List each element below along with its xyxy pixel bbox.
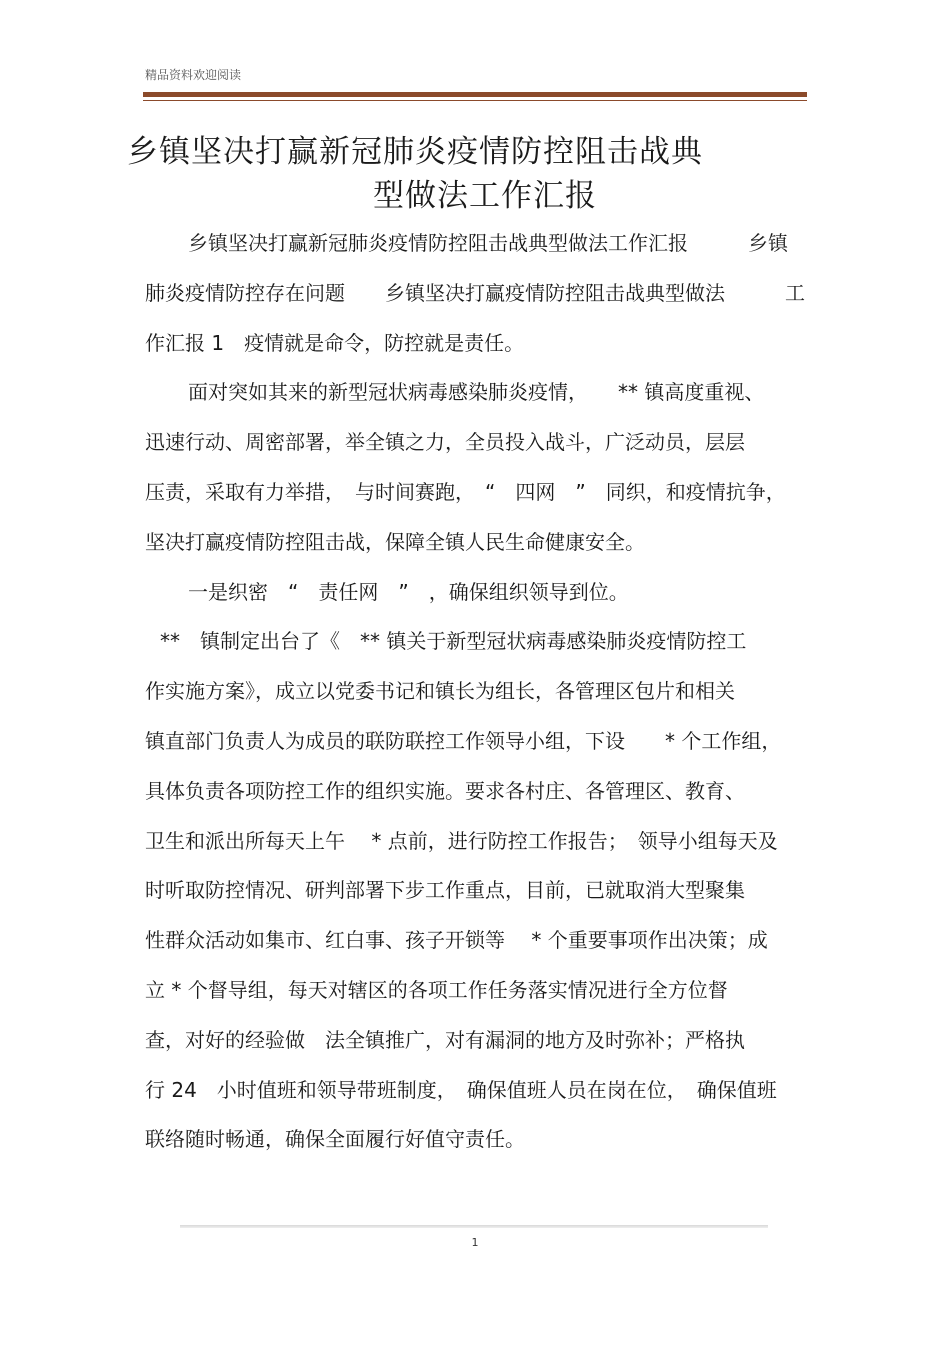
body-line: 镇直部门负责人为成员的联防联控工作领导小组，下设 * 个工作组， xyxy=(145,729,782,753)
title-line-2: 型做法工作汇报 xyxy=(373,178,597,214)
body-line: 联络随时畅通，确保全面履行好值守责任。 xyxy=(145,1127,525,1151)
body-line: 具体负责各项防控工作的组织实施。要求各村庄、各管理区、教育、 xyxy=(145,779,745,803)
body-line: 作汇报 1 疫情就是命令，防控就是责任。 xyxy=(145,331,525,355)
body-line: 面对突如其来的新型冠状病毒感染肺炎疫情， ** 镇高度重视、 xyxy=(188,380,765,404)
body-line: ** 镇制定出台了《 ** 镇关于新型冠状病毒感染肺炎疫情防控工 xyxy=(160,629,747,653)
body-line: 查，对好的经验做 法全镇推广，对有漏洞的地方及时弥补；严格执 xyxy=(145,1028,745,1052)
body-line: 立 * 个督导组，每天对辖区的各项工作任务落实情况进行全方位督 xyxy=(145,978,728,1002)
document-title xyxy=(127,130,807,218)
title-line-1: 乡镇坚决打赢新冠肺炎疫情防控阻击战典 xyxy=(127,134,703,170)
body-line: 卫生和派出所每天上午 * 点前，进行防控工作报告； 领导小组每天及 xyxy=(145,829,778,853)
body-line: 行 24 小时值班和领导带班制度， 确保值班人员在岗在位， 确保值班 xyxy=(145,1078,777,1102)
body-line: 坚决打赢疫情防控阻击战，保障全镇人民生命健康安全。 xyxy=(145,530,645,554)
body-line: 乡镇坚决打赢新冠肺炎疫情防控阻击战典型做法工作汇报 乡镇 xyxy=(188,231,788,255)
body-line: 性群众活动如集市、红白事、孩子开锁等 * 个重要事项作出决策；成 xyxy=(145,928,768,952)
body-line: 时听取防控情况、研判部署下步工作重点，目前，已就取消大型聚集 xyxy=(145,878,745,902)
page-number: 1 xyxy=(471,1236,479,1249)
body-line: 一是织密 “ 责任网 ” ，确保组织领导到位。 xyxy=(188,580,629,604)
body-line: 作实施方案》，成立以党委书记和镇长为组长，各管理区包片和相关 xyxy=(145,679,735,703)
body-line: 肺炎疫情防控存在问题 乡镇坚决打赢疫情防控阻击战典型做法 工 xyxy=(145,281,805,305)
header-rule-thin xyxy=(143,100,807,101)
body-line: 压责，采取有力举措， 与时间赛跑， “ 四网 ” 同织，和疫情抗争， xyxy=(145,480,786,504)
header-text: 精品资料欢迎阅读 xyxy=(145,68,242,82)
header-rule-thick xyxy=(143,92,807,97)
footer-rule xyxy=(180,1225,768,1228)
body-line: 迅速行动、周密部署，举全镇之力，全员投入战斗，广泛动员，层层 xyxy=(145,430,745,454)
